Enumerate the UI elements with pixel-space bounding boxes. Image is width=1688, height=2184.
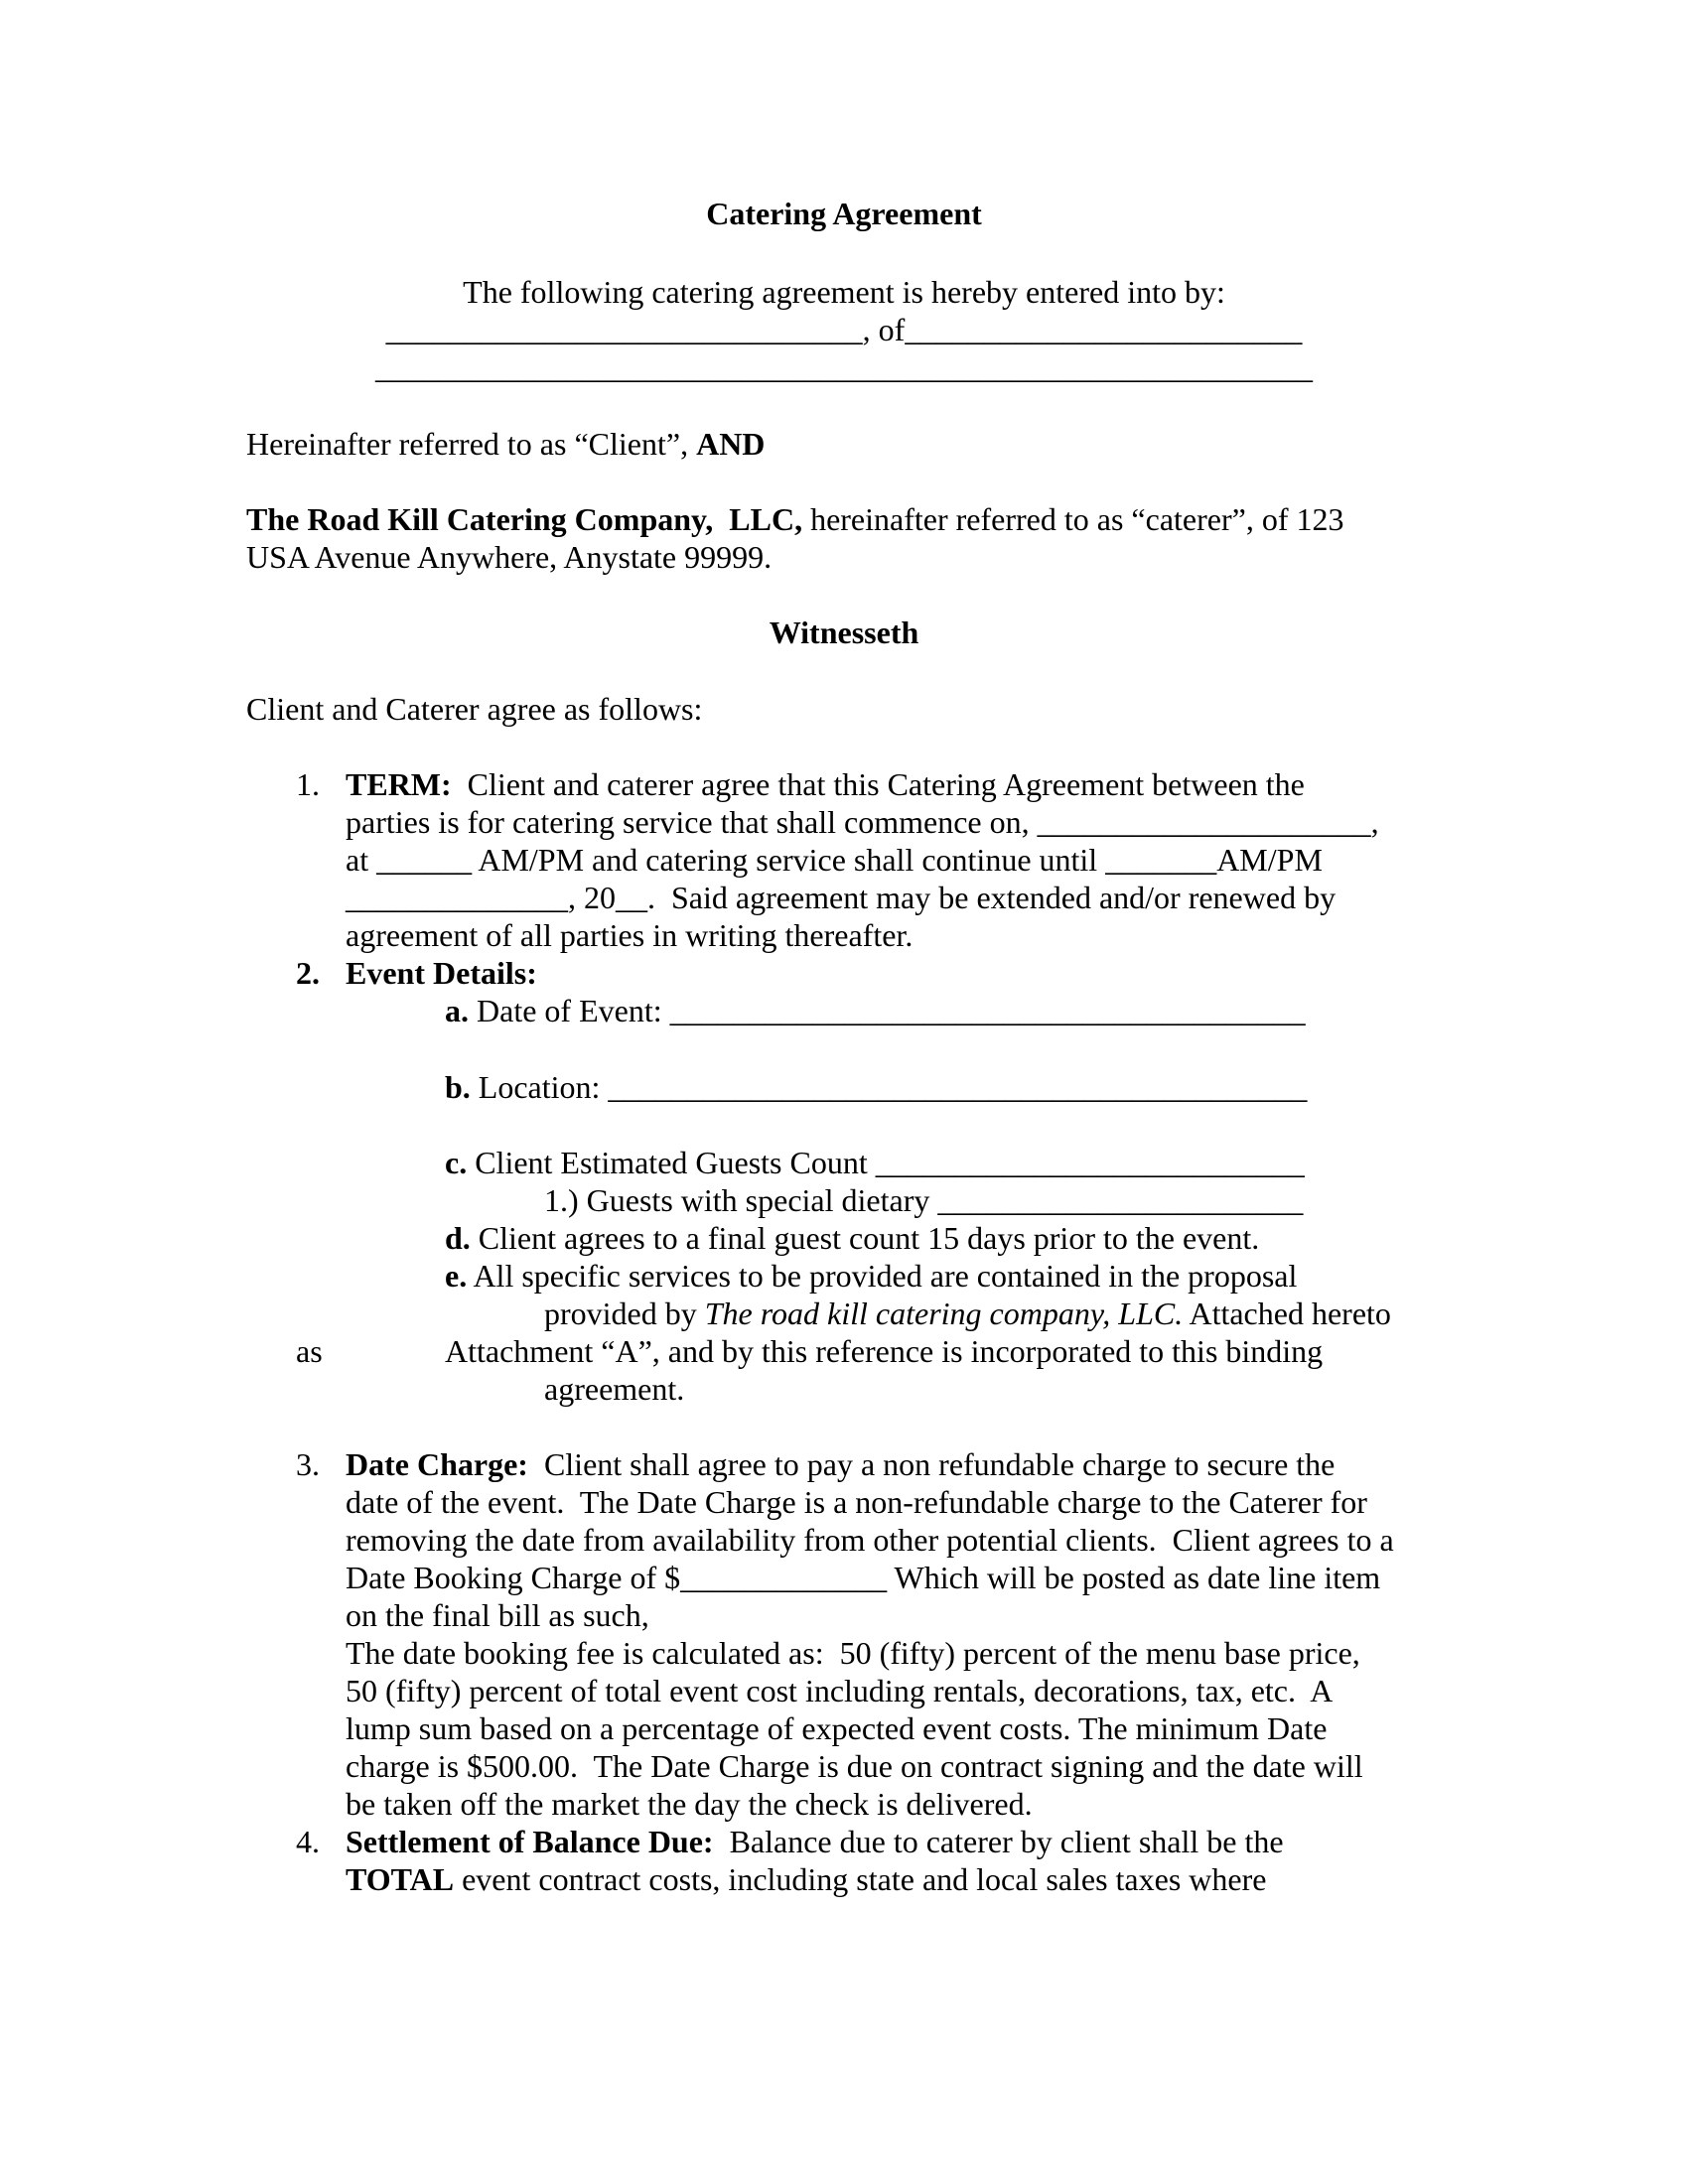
section-3-line-8: lump sum based on a percentage of expected event costs. The minimum Date — [346, 1710, 1328, 1746]
services-line-4: agreement. — [544, 1371, 685, 1407]
section-3-line-5: on the final bill as such, — [346, 1597, 649, 1633]
section-3-line-3: removing the date from availability from other potential clients. Client agrees to a — [346, 1522, 1394, 1558]
document-title: Catering Agreement — [706, 196, 982, 231]
witnesseth-heading: Witnesseth — [769, 614, 919, 650]
intro-line: The following catering agreement is hereby entered into by: — [463, 274, 1225, 310]
agree-line: Client and Caterer agree as follows: — [246, 691, 703, 727]
section-3-line-10: be taken off the market the day the check is delivered. — [346, 1786, 1033, 1822]
section-1-line-1: TERM: Client and caterer agree that this Catering Agreement between the — [346, 766, 1305, 802]
party-blank-line-2: ___________________________________________________________ — [375, 349, 1313, 385]
section-4-line-2: TOTAL event contract costs, including state and local sales taxes where — [346, 1861, 1267, 1897]
section-3-line-9: charge is $500.00. The Date Charge is due on contract signing and the date will — [346, 1748, 1363, 1784]
services-line-1: e. All specific services to be provided are contained in the proposal — [445, 1258, 1298, 1294]
section-3-line-4: Date Booking Charge of $_____________ Which will be posted as date line item — [346, 1560, 1381, 1595]
guest-count-field: c. Client Estimated Guests Count ___________________________ — [445, 1145, 1305, 1180]
client-clause: Hereinafter referred to as “Client”, AND — [246, 426, 766, 462]
final-guest-count-line: d. Client agrees to a final guest count 15 days prior to the event. — [445, 1220, 1260, 1256]
party-blank-line-1: ______________________________, of_________________________ — [385, 312, 1303, 347]
caterer-company-name: The Road Kill Catering Company, LLC, — [246, 501, 803, 537]
section-1-line-2: parties is for catering service that shall commence on, _____________________, — [346, 804, 1379, 840]
section-3-number: 3. — [296, 1446, 320, 1482]
section-1-number: 1. — [296, 766, 320, 802]
services-line-3: Attachment “A”, and by this reference is incorporated to this binding — [445, 1333, 1324, 1369]
section-1-line-3: at ______ AM/PM and catering service shall continue until _______AM/PM — [346, 842, 1323, 878]
section-2-heading: Event Details: — [346, 955, 537, 991]
section-3-line-1: Date Charge: Client shall agree to pay a non refundable charge to secure the — [346, 1446, 1336, 1482]
caterer-clause-line-1: The Road Kill Catering Company, LLC, hereinafter referred to as “caterer”, of 123 — [246, 501, 1344, 537]
services-line-3-as: as — [296, 1333, 323, 1369]
special-dietary-field: 1.) Guests with special dietary _______________________ — [544, 1182, 1304, 1218]
services-line-2: provided by The road kill catering company, LLC. Attached hereto — [544, 1296, 1391, 1331]
section-3-line-7: 50 (fifty) percent of total event cost including rentals, decorations, tax, etc. A — [346, 1673, 1334, 1708]
section-2-number: 2. — [296, 955, 320, 991]
caterer-clause-line-2: USA Avenue Anywhere, Anystate 99999. — [246, 539, 773, 575]
section-1-line-4: ______________, 20__. Said agreement may be extended and/or renewed by — [346, 880, 1336, 915]
section-4-number: 4. — [296, 1824, 320, 1859]
section-3-line-2: date of the event. The Date Charge is a non-refundable charge to the Caterer for — [346, 1484, 1367, 1520]
section-1-line-5: agreement of all parties in writing thereafter. — [346, 917, 914, 953]
section-4-line-1: Settlement of Balance Due: Balance due to caterer by client shall be the — [346, 1824, 1284, 1859]
section-3-line-6: The date booking fee is calculated as: 50 (fifty) percent of the menu base price, — [346, 1635, 1360, 1671]
event-location-field: b. Location: ____________________________________________ — [445, 1069, 1308, 1105]
event-date-field: a. Date of Event: ________________________________________ — [445, 993, 1306, 1028]
